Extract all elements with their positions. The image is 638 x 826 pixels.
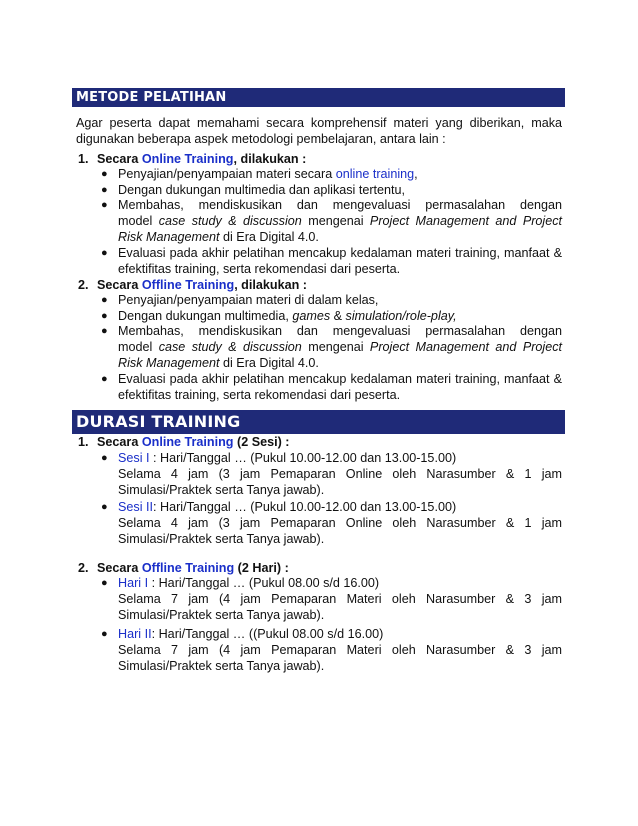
bullet-dot: ● (101, 294, 108, 306)
metode-offline-bullet-4-line-1: Evaluasi pada akhir pelatihan mencakup kedalaman materi training, manfaat & (118, 372, 562, 386)
metode-offline-number: 2. (78, 278, 89, 292)
title-highlight: Offline Training (141, 278, 235, 292)
title-pre: Secara (97, 152, 142, 166)
b2-pre: Dengan dukungan multimedia, (118, 309, 293, 323)
bullet-dot: ● (101, 501, 108, 513)
bullet-dot: ● (101, 184, 108, 196)
durasi-online-number: 1. (78, 435, 89, 449)
b3-era-digital: di Era Digital 4.0. (219, 356, 319, 370)
title-highlight: Online Training (141, 435, 234, 449)
b3-model: model (118, 340, 159, 354)
metode-online-title (97, 151, 306, 167)
b2-amp: & (330, 309, 346, 323)
b2-simulation: simulation/role-play, (345, 309, 457, 323)
sesi-2-line-3: Simulasi/Praktek serta Tanya jawab). (118, 532, 325, 546)
b3-case-study: case study & discussion (158, 340, 302, 354)
b3-case-study: case study & discussion (158, 214, 302, 228)
sesi-1-text: : Hari/Tanggal … (Pukul 10.00-12.00 dan 13.00-15.00) (153, 451, 457, 465)
hari-2-line-1 (118, 626, 383, 642)
bullet-dot: ● (101, 199, 108, 211)
sesi-1-line-3: Simulasi/Praktek serta Tanya jawab). (118, 483, 325, 497)
b3-model: model (118, 214, 159, 228)
metode-online-bullet-4-line-1: Evaluasi pada akhir pelatihan mencakup kedalaman materi training, manfaat & (118, 246, 562, 260)
b1-highlight: online training (335, 167, 415, 181)
b3-risk-mgmt: Risk Management (118, 356, 220, 370)
metode-online-bullet-3-line-1: Membahas, mendiskusikan dan mengevaluasi permasalahan dengan (118, 198, 562, 212)
hari-2-line-3: Simulasi/Praktek serta Tanya jawab). (118, 659, 325, 673)
title-highlight: Online Training (141, 152, 234, 166)
b3-risk-mgmt: Risk Management (118, 230, 220, 244)
sesi-1-line-2: Selama 4 jam (3 jam Pemaparan Online oleh Narasumber & 1 jam (118, 467, 562, 481)
hari-1-label: Hari I (118, 576, 152, 590)
bullet-dot: ● (101, 325, 108, 337)
metode-online-number: 1. (78, 152, 89, 166)
title-pre: Secara (97, 278, 142, 292)
sesi-1-line-1 (118, 450, 456, 466)
hari-1-line-3: Simulasi/Praktek serta Tanya jawab). (118, 608, 325, 622)
durasi-online-title (97, 434, 290, 450)
metode-heading: METODE PELATIHAN (72, 88, 565, 107)
b1-post: , (414, 167, 418, 181)
hari-1-text: : Hari/Tanggal … (Pukul 08.00 s/d 16.00) (151, 576, 380, 590)
b3-mengenai: mengenai (308, 340, 370, 354)
b3-era-digital: di Era Digital 4.0. (219, 230, 319, 244)
bullet-dot: ● (101, 577, 108, 589)
metode-offline-title (97, 277, 307, 293)
durasi-offline-title (97, 560, 289, 576)
bullet-dot: ● (101, 247, 108, 259)
title-highlight: Offline Training (141, 561, 235, 575)
metode-online-bullet-3-line-3 (118, 229, 319, 245)
metode-offline-bullet-2 (118, 308, 457, 324)
durasi-heading: DURASI TRAINING (72, 410, 565, 434)
sesi-2-text: : Hari/Tanggal … (Pukul 10.00-12.00 dan 13.00-15.00) (153, 500, 457, 514)
title-post: , dilakukan : (234, 278, 307, 292)
b3-project-mgmt: Project Management and Project (369, 340, 563, 354)
title-pre: Secara (97, 561, 142, 575)
durasi-offline-number: 2. (78, 561, 89, 575)
title-post: , dilakukan : (233, 152, 307, 166)
b3-project-mgmt: Project Management and Project (369, 214, 563, 228)
bullet-dot: ● (101, 310, 108, 322)
intro-line-2: digunakan beberapa aspek metodologi pembelajaran, antara lain : (76, 132, 446, 146)
metode-offline-bullet-3-line-3 (118, 355, 319, 371)
title-pre: Secara (97, 435, 142, 449)
hari-2-line-2: Selama 7 jam (4 jam Pemaparan Materi oleh Narasumber & 3 jam (118, 643, 562, 657)
bullet-dot: ● (101, 168, 108, 180)
metode-online-bullet-3-line-2 (118, 213, 562, 229)
b2-games: games (292, 309, 331, 323)
bullet-dot: ● (101, 373, 108, 385)
b3-mengenai: mengenai (308, 214, 370, 228)
sesi-2-line-2: Selama 4 jam (3 jam Pemaparan Online oleh Narasumber & 1 jam (118, 516, 562, 530)
intro-line-1: Agar peserta dapat memahami secara komprehensif materi yang diberikan, maka (76, 116, 562, 130)
b1-pre: Penyajian/penyampaian materi secara (118, 167, 336, 181)
metode-offline-bullet-4-line-2: efektifitas training, serta rekomendasi dari peserta. (118, 388, 401, 402)
sesi-2-label: Sesi II (118, 500, 153, 514)
hari-1-line-2: Selama 7 jam (4 jam Pemaparan Materi oleh Narasumber & 3 jam (118, 592, 562, 606)
sesi-1-label: Sesi I (118, 451, 153, 465)
title-post: (2 Hari) : (234, 561, 289, 575)
metode-online-bullet-2: Dengan dukungan multimedia dan aplikasi tertentu, (118, 183, 406, 197)
metode-offline-bullet-1: Penyajian/penyampaian materi di dalam kelas, (118, 293, 379, 307)
bullet-dot: ● (101, 452, 108, 464)
title-post: (2 Sesi) : (233, 435, 290, 449)
metode-online-bullet-1 (118, 166, 418, 182)
hari-2-text: : Hari/Tanggal … ((Pukul 08.00 s/d 16.00) (151, 627, 384, 641)
metode-offline-bullet-3-line-2 (118, 339, 562, 355)
metode-offline-bullet-3-line-1: Membahas, mendiskusikan dan mengevaluasi permasalahan dengan (118, 324, 562, 338)
metode-online-bullet-4-line-2: efektifitas training, serta rekomendasi dari peserta. (118, 262, 401, 276)
hari-2-label: Hari II (118, 627, 152, 641)
sesi-2-line-1 (118, 499, 456, 515)
bullet-dot: ● (101, 628, 108, 640)
hari-1-line-1 (118, 575, 379, 591)
